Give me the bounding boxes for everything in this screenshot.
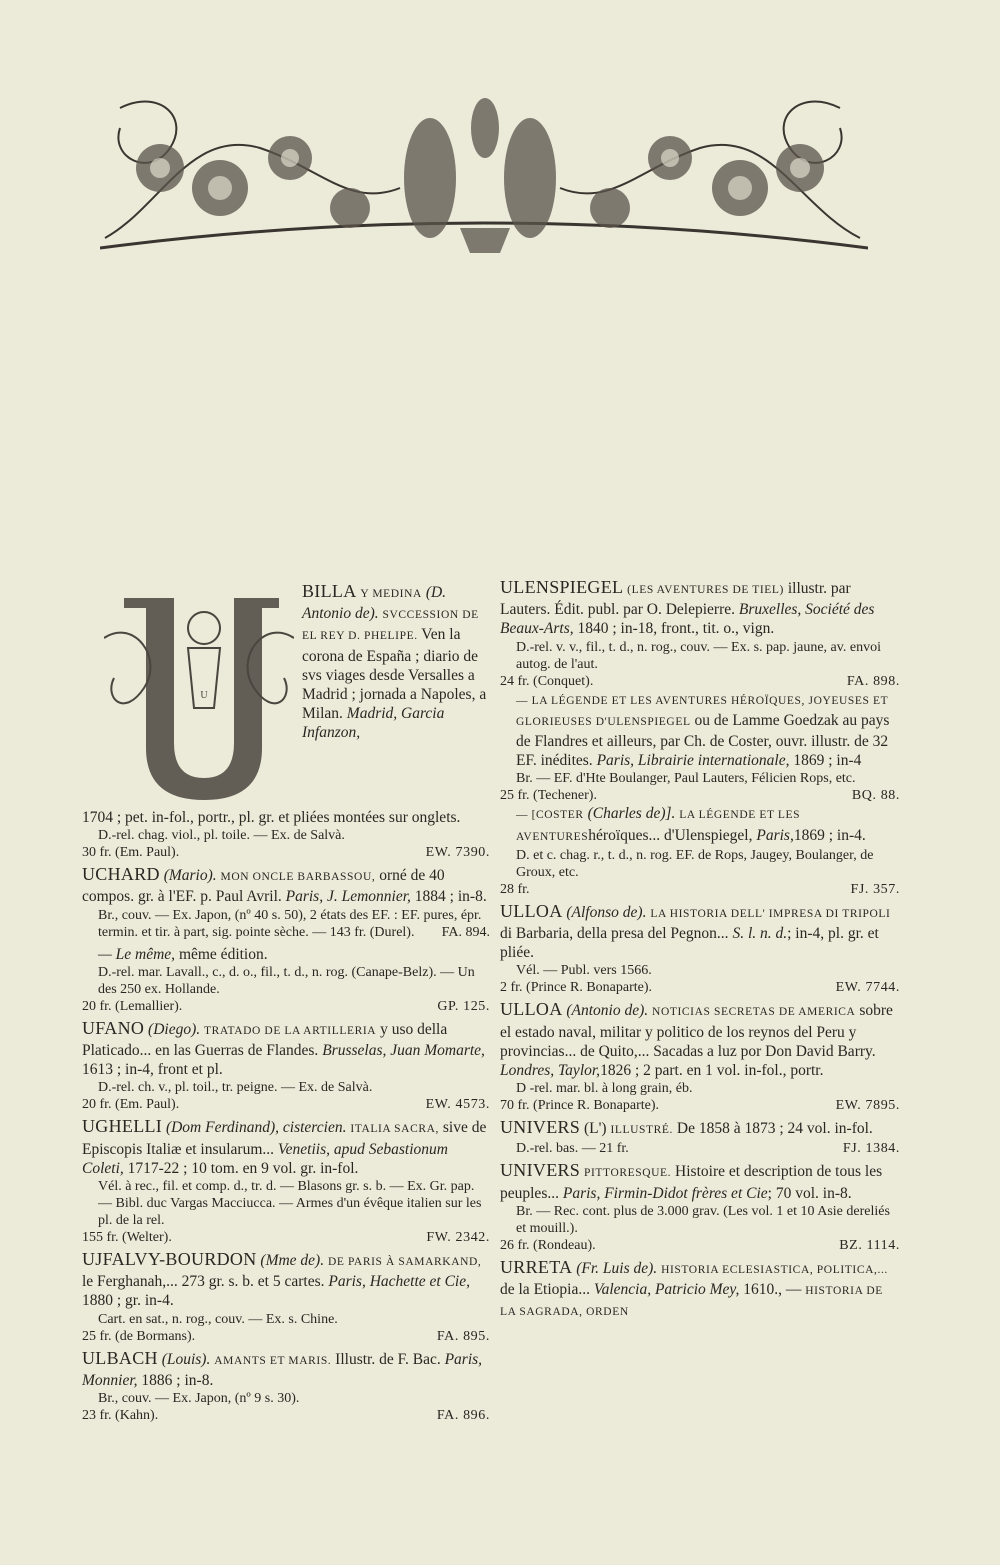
binding-description: Br. — Rec. cont. plus de 3.000 grav. (Les vol. 1 et 10 Asie dereliés et mouill.).: [516, 1203, 890, 1236]
price-line: [500, 1140, 900, 1157]
entry-urreta: [500, 1258, 900, 1323]
imprint: Paris,: [756, 826, 794, 844]
headword-article: (L'): [583, 1120, 607, 1138]
format-text: 1717-22 ; 10 tom. en 9 vol. gr. in-fol.: [127, 1159, 359, 1177]
entry-uchard: [82, 865, 490, 1015]
author-name: (D. Antonio de).: [302, 584, 447, 623]
binding-text: Br., couv. — Ex. Japon, (nº 40 s. 50), 2 états des EF. : EF. pures, épr. termin. et tir. à part, sig. pointe sèche. — 143 fr. (Durel).: [98, 907, 482, 940]
format-text: 1613 ; in-4, front et pl.: [82, 1061, 223, 1079]
title-smallcaps: NOTICIAS SECRETAS DE AMERICA: [652, 1006, 856, 1019]
binding-description: D.-rel. mar. Lavall., c., d. o., fil., t. d., n. rog. (Canape-Belz). — Un des 250 ex. Hollande.: [98, 964, 475, 997]
headword: UFANO: [82, 1017, 145, 1038]
headword: UJFALVY-BOURDON: [82, 1249, 257, 1270]
title-text: y uso della Platicado... en las Guerras de Flandes.: [82, 1020, 448, 1060]
price-line: [82, 1328, 490, 1345]
headword: UNIVERS: [500, 1160, 581, 1181]
reference: EW. 7895.: [835, 1098, 900, 1114]
format-text: 1826 ; 2 part. en 1 vol. in-fol., portr.: [600, 1062, 824, 1080]
decorative-headpiece: [100, 88, 868, 258]
repeat-title: — Le même,: [98, 945, 176, 963]
reference: FA. 895.: [436, 1328, 490, 1344]
imprint: Paris, Librairie internationale,: [596, 752, 790, 770]
repeat-text: même édition.: [178, 945, 268, 963]
imprint: Paris, Firmin-Didot frères et Cie: [562, 1184, 768, 1202]
reference: EW. 7390.: [425, 845, 490, 861]
headword: UNIVERS: [500, 1117, 581, 1138]
title-text: di Barbaria, della presa del Pegnon...: [500, 925, 729, 943]
author-name: (Dom Ferdinand), cistercien.: [165, 1119, 347, 1137]
sub-title-smallcaps: LA LÉGENDE ET LES AVENTURES: [516, 809, 801, 843]
price-line: [82, 844, 490, 861]
author-name: (Mario).: [163, 867, 217, 885]
sub-title-text: ou de Lamme Goedzak au pays de Flandres et ailleurs, par Ch. de Coster, ouvr. illustr. de 32 EF. inédites.: [516, 711, 890, 770]
right-column: [500, 578, 900, 1326]
binding-description: Vél. à rec., fil. et comp. d., tr. d. — Blasons gr. s. b. — Ex. Gr. pap. — Bibl. duc Vargas Macciucca. — Armes d'un évêque italien sur les pl. de la rel.: [98, 1179, 482, 1229]
title-text: sobre el estado naval, militar y politico de los reynos del Peru y provincias... de Quito,... Sacadas a luz por Don David Barry.: [500, 1002, 893, 1060]
format-text: 1869 ; in-4: [793, 752, 862, 770]
binding-description: Br., couv. — Ex. Japon, (nº 9 s. 30).: [98, 1391, 300, 1407]
title-text: De 1858 à 1873 ; 24 vol. in-fol.: [676, 1120, 873, 1138]
title-text: illustr. par Lauters. Édit. publ. par O. Delepierre.: [500, 580, 851, 619]
headword: UCHARD: [82, 864, 160, 885]
reference: BZ. 1114.: [839, 1237, 900, 1253]
binding-description: D.-rel. bas. — 21 fr.: [516, 1141, 629, 1157]
author-name: (Alfonso de).: [566, 903, 647, 921]
title-smallcaps: HISTORIA ECLESIASTICA, POLITICA,...: [661, 1263, 888, 1276]
reference: EW. 7744.: [835, 980, 900, 996]
price-line: [500, 1097, 900, 1114]
headword: BILLA: [302, 581, 357, 601]
binding-description: D.-rel. v. v., fil., t. d., n. rog., couv. — Ex. s. pap. jaune, av. envoi autog. de l'aut.: [516, 639, 881, 672]
headword: ULLOA: [500, 999, 563, 1020]
title-smallcaps: DE PARIS À SAMARKAND,: [327, 1256, 482, 1269]
price: 26 fr. (Rondeau).: [500, 1237, 596, 1253]
author-name: (Mme de).: [260, 1252, 325, 1270]
format-text: 1704 ; pet. in-fol., portr., pl. gr. et pliées montées sur onglets.: [82, 809, 461, 826]
title-smallcaps: MON ONCLE BARBASSOU,: [220, 871, 376, 884]
imprint: Paris, J. Lemonnier,: [285, 888, 411, 906]
sub-title-text: héroïques... d'Ulenspiegel,: [588, 826, 753, 844]
binding-description: Br. — EF. d'Hte Boulanger, Paul Lauters, Félicien Rops, etc.: [516, 771, 856, 787]
price: 30 fr. (Em. Paul).: [82, 845, 180, 861]
drop-cap-illuminated-letter: [104, 578, 294, 803]
imprint: Venetiis, apud Sebastionum Coleti,: [82, 1140, 448, 1177]
entry-ubilla: [82, 578, 490, 808]
author-name: (Fr. Luis de).: [576, 1259, 658, 1277]
price: 2 fr. (Prince R. Bonaparte).: [500, 980, 653, 996]
imprint: Paris, Hachette et Cie,: [328, 1273, 470, 1291]
reference: BQ. 88.: [851, 788, 900, 804]
price: 155 fr. (Welter).: [82, 1230, 172, 1246]
entry-ulloa-antonio: [500, 1000, 900, 1114]
price-line: [500, 881, 900, 898]
binding-description: D.-rel. ch. v., pl. toil., tr. peigne. — Ex. de Salvà.: [98, 1080, 373, 1096]
headword-suffix: Y MEDINA: [360, 588, 422, 600]
title-text: sive de Episcopis Italiæ et insularum...: [82, 1119, 487, 1158]
price: 25 fr. (de Bormans).: [82, 1328, 196, 1344]
title-text: Illustr. de F. Bac.: [335, 1350, 441, 1368]
headword: ULLOA: [500, 900, 563, 921]
price-line: [500, 673, 900, 690]
drop-cap-letter: U: [200, 690, 208, 701]
headword: UGHELLI: [82, 1116, 163, 1137]
price: 20 fr. (Lemallier).: [82, 998, 183, 1014]
title-smallcaps: PITTORESQUE.: [583, 1167, 672, 1180]
reference: FW. 2342.: [426, 1230, 490, 1246]
price-line: [500, 979, 900, 996]
format-text: 1886 ; in-8.: [141, 1371, 214, 1389]
title-text: Histoire et description de tous les peuples...: [500, 1163, 883, 1202]
price-line: [500, 787, 900, 804]
imprint: Paris, Monnier,: [82, 1350, 483, 1389]
title-text: de la Etiopia...: [500, 1281, 590, 1299]
title-smallcaps: AMANTS ET MARIS.: [214, 1354, 332, 1367]
reference: FA. 896.: [436, 1408, 490, 1424]
price: 25 fr. (Techener).: [500, 788, 597, 804]
reference: GP. 125.: [437, 998, 490, 1014]
price: 23 fr. (Kahn).: [82, 1408, 159, 1424]
price-line: [82, 1229, 490, 1246]
binding-description: D. et c. chag. r., t. d., n. rog. EF. de Rops, Jaugey, Boulanger, de Groux, etc.: [516, 847, 874, 880]
binding-description: Cart. en sat., n. rog., couv. — Ex. s. Chine.: [98, 1311, 338, 1327]
imprint: Valencia, Patricio Mey,: [593, 1281, 740, 1299]
entry-ulbach: [82, 1349, 490, 1424]
author-name: (Antonio de).: [566, 1002, 649, 1020]
price-line: [500, 1237, 900, 1254]
left-column: [82, 578, 490, 1428]
author-name: (Diego).: [148, 1020, 201, 1038]
sub-title-smallcaps: — LA LÉGENDE ET LES AVENTURES HÉROÏQUES, JOYEUSES ET GLORIEUSES D'ULENSPIEGEL: [516, 694, 889, 728]
binding-description: D -rel. mar. bl. à long grain, éb.: [516, 1081, 693, 1097]
entry-ufano: [82, 1019, 490, 1114]
entry-univers-illustre: [500, 1118, 900, 1157]
imprint: Madrid, Garcia Infanzon,: [302, 705, 445, 742]
entry-univers-pittoresque: [500, 1161, 900, 1253]
reference: EW. 4573.: [425, 1097, 490, 1113]
headword: ULBACH: [82, 1347, 158, 1368]
price-line: [82, 998, 490, 1015]
binding-description: Vél. — Publ. vers 1566.: [516, 963, 652, 979]
headword: URRETA: [500, 1256, 573, 1277]
entry-ughelli: [82, 1117, 490, 1246]
title-smallcaps: ILLUSTRÉ.: [610, 1124, 674, 1137]
headword: ULENSPIEGEL: [500, 577, 624, 597]
price: 70 fr. (Prince R. Bonaparte).: [500, 1098, 660, 1114]
imprint: S. l. n. d.: [732, 925, 788, 943]
title-smallcaps: ITALIA SACRA,: [350, 1123, 439, 1136]
author-name: (Louis).: [161, 1350, 211, 1368]
format-text: 1840 ; in-18, front., tit. o., vign.: [577, 620, 775, 638]
binding-description: [82, 907, 490, 941]
format-text: ; in-4, pl. gr. et pliée.: [500, 925, 879, 962]
format-text: 1610., —: [743, 1281, 802, 1299]
title-smallcaps: TRATADO DE LA ARTILLERIA: [204, 1024, 377, 1037]
entry-ubilla-continued: [82, 808, 490, 861]
price: 24 fr. (Conquet).: [500, 673, 594, 689]
title-smallcaps: SVCCESSION DE EL REY D. PHELIPE.: [302, 609, 479, 643]
reference: FA. 898.: [846, 673, 900, 689]
title-text: Ven la corona de España ; diario de svs viages desde Versalles a Madrid ; jornada a Napoles, a Milan.: [302, 626, 487, 723]
price-line: [82, 1096, 490, 1113]
sub-author: — [COSTER: [516, 809, 584, 822]
title-smallcaps: HISTORIA DE LA SAGRADA, ORDEN: [500, 1285, 883, 1319]
price: 20 fr. (Em. Paul).: [82, 1097, 180, 1113]
format-text: ; 70 vol. in-8.: [767, 1184, 852, 1202]
title-smallcaps: LA HISTORIA DELL' IMPRESA DI TRIPOLI: [650, 907, 891, 920]
title-smallcaps: (LES AVENTURES DE TIEL): [627, 584, 784, 596]
entry-text: [302, 582, 490, 743]
format-text: 1869 ; in-4.: [793, 826, 866, 844]
entry-ulenspiegel: [500, 578, 900, 898]
price-line: [82, 1407, 490, 1424]
entry-ulloa-alfonso: [500, 902, 900, 997]
imprint: Londres, Taylor,: [500, 1062, 601, 1080]
author-name: (Charles de)].: [587, 805, 676, 823]
format-text: 1884 ; in-8.: [414, 888, 487, 906]
reference: FA. 894.: [441, 924, 490, 940]
price: 28 fr.: [500, 881, 530, 897]
imprint: Bruxelles, Société des Beaux-Arts,: [500, 601, 875, 638]
binding-description: D.-rel. chag. viol., pl. toile. — Ex. de Salvà.: [98, 828, 345, 844]
reference: FJ. 1384.: [842, 1141, 900, 1157]
reference: FJ. 357.: [850, 881, 900, 897]
imprint: Brusselas, Juan Momarte,: [322, 1042, 485, 1060]
title-text: orné de 40 compos. gr. à l'EF. p. Paul Avril.: [82, 867, 445, 906]
title-text: le Ferghanah,... 273 gr. s. b. et 5 cartes.: [82, 1273, 325, 1291]
format-text: 1880 ; gr. in-4.: [82, 1292, 174, 1310]
entry-ujfalvy: [82, 1250, 490, 1345]
